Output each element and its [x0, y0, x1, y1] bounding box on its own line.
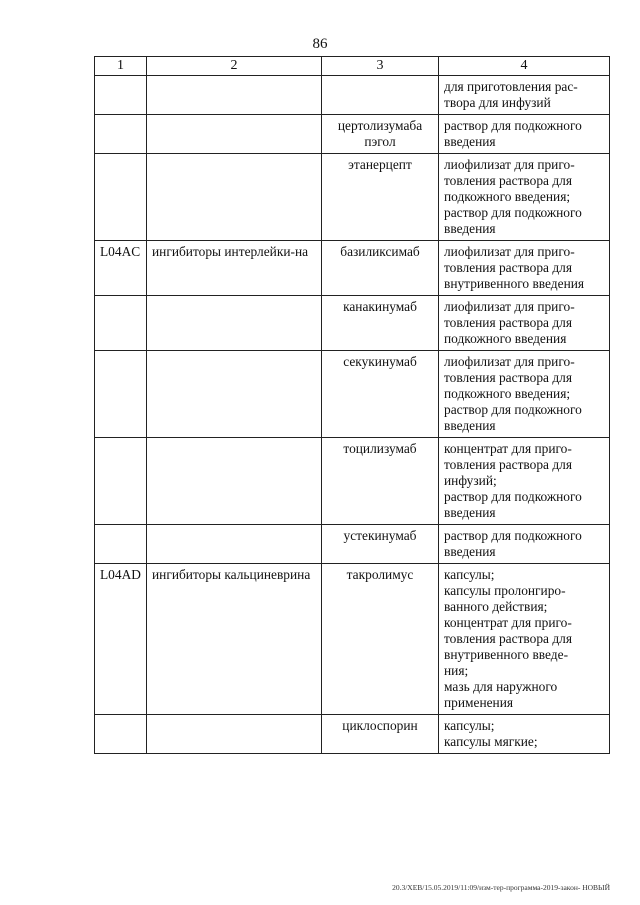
- dosage-forms-cell: [439, 241, 610, 296]
- pharmacological-group-cell: ингибиторы интерлейки-на: [147, 241, 322, 296]
- atc-code-cell: [95, 76, 147, 115]
- table-row: [95, 525, 610, 564]
- pharmacological-group-cell: [147, 525, 322, 564]
- drug-name-cell: такролимус: [322, 564, 439, 715]
- table-row: [95, 351, 610, 438]
- dosage-form-line: лиофилизат для приго-: [444, 354, 575, 369]
- dosage-form-line: применения: [444, 695, 514, 710]
- dosage-form-line: внутривенного введения: [444, 276, 585, 291]
- drug-name-cell: тоцилизумаб: [322, 438, 439, 525]
- table-body: [95, 76, 610, 754]
- dosage-form-line: капсулы пролонгиро-: [444, 583, 566, 598]
- dosage-form-line: подкожного введения;: [444, 386, 571, 401]
- column-header: 3: [322, 57, 439, 76]
- dosage-form-line: лиофилизат для приго-: [444, 157, 575, 172]
- dosage-form-line: ния;: [444, 663, 469, 678]
- dosage-form-line: раствор для подкожного: [444, 118, 582, 133]
- dosage-form-line: товления раствора для: [444, 173, 572, 188]
- dosage-form-line: введения: [444, 221, 496, 236]
- table-row: [95, 241, 610, 296]
- drug-name-cell: этанерцепт: [322, 154, 439, 241]
- dosage-form-line: лиофилизат для приго-: [444, 299, 575, 314]
- table-row: [95, 715, 610, 754]
- dosage-form-line: концентрат для приго-: [444, 615, 572, 630]
- atc-code-cell: [95, 296, 147, 351]
- atc-code-cell: [95, 438, 147, 525]
- pharmacological-group-cell: [147, 438, 322, 525]
- table-header-row: [95, 57, 610, 76]
- dosage-form-line: введения: [444, 505, 496, 520]
- atc-code-cell: L04AD: [95, 564, 147, 715]
- drug-name-cell: цертолизумаба пэгол: [322, 115, 439, 154]
- pharmacological-group-cell: [147, 296, 322, 351]
- atc-code-cell: [95, 154, 147, 241]
- dosage-form-line: введения: [444, 134, 496, 149]
- dosage-form-line: внутривенного введе-: [444, 647, 569, 662]
- dosage-forms-cell: [439, 351, 610, 438]
- dosage-forms-cell: [439, 715, 610, 754]
- table-row: [95, 154, 610, 241]
- drug-name-cell: устекинумаб: [322, 525, 439, 564]
- dosage-form-line: товления раствора для: [444, 631, 572, 646]
- table-row: [95, 76, 610, 115]
- dosage-form-line: подкожного введения: [444, 331, 567, 346]
- drug-name-cell: канакинумаб: [322, 296, 439, 351]
- dosage-forms-cell: [439, 564, 610, 715]
- pharmacological-group-cell: [147, 715, 322, 754]
- table-row: [95, 296, 610, 351]
- table-row: [95, 564, 610, 715]
- dosage-form-line: товления раствора для: [444, 315, 572, 330]
- dosage-form-line: раствор для подкожного: [444, 528, 582, 543]
- dosage-form-line: концентрат для приго-: [444, 441, 572, 456]
- dosage-form-line: раствор для подкожного: [444, 205, 582, 220]
- table-row: [95, 438, 610, 525]
- dosage-form-line: товления раствора для: [444, 457, 572, 472]
- dosage-forms-cell: [439, 296, 610, 351]
- dosage-forms-cell: [439, 438, 610, 525]
- atc-code-cell: [95, 715, 147, 754]
- dosage-form-line: товления раствора для: [444, 260, 572, 275]
- dosage-form-line: инфузий;: [444, 473, 497, 488]
- dosage-form-line: капсулы мягкие;: [444, 734, 538, 749]
- table-row: [95, 115, 610, 154]
- column-header: 1: [95, 57, 147, 76]
- column-header: 2: [147, 57, 322, 76]
- page-number: 86: [312, 36, 328, 52]
- dosage-form-line: ванного действия;: [444, 599, 548, 614]
- pharmacological-group-cell: [147, 351, 322, 438]
- dosage-form-line: лиофилизат для приго-: [444, 244, 575, 259]
- atc-code-cell: L04AC: [95, 241, 147, 296]
- atc-code-cell: [95, 525, 147, 564]
- dosage-form-line: раствор для подкожного: [444, 489, 582, 504]
- dosage-form-line: для приготовления рас-: [444, 79, 578, 94]
- dosage-form-line: введения: [444, 418, 496, 433]
- drug-name-cell: циклоспорин: [322, 715, 439, 754]
- dosage-form-line: раствор для подкожного: [444, 402, 582, 417]
- pharmacological-group-cell: ингибиторы кальциневрина: [147, 564, 322, 715]
- drug-table: [94, 56, 610, 754]
- dosage-form-line: подкожного введения;: [444, 189, 571, 204]
- drug-name-cell: базиликсимаб: [322, 241, 439, 296]
- pharmacological-group-cell: [147, 154, 322, 241]
- footer-file-path: 20.3/ХЕВ/15.05.2019/11:09/изм-тер-программа-2019-закон- НОВЫЙ: [392, 883, 610, 892]
- pharmacological-group-cell: [147, 115, 322, 154]
- dosage-form-line: введения: [444, 544, 496, 559]
- pharmacological-group-cell: [147, 76, 322, 115]
- dosage-form-line: товления раствора для: [444, 370, 572, 385]
- dosage-form-line: капсулы;: [444, 567, 495, 582]
- dosage-form-line: твора для инфузий: [444, 95, 551, 110]
- dosage-forms-cell: [439, 76, 610, 115]
- dosage-forms-cell: [439, 115, 610, 154]
- dosage-forms-cell: [439, 154, 610, 241]
- column-header: 4: [439, 57, 610, 76]
- drug-name-cell: [322, 76, 439, 115]
- atc-code-cell: [95, 115, 147, 154]
- dosage-form-line: капсулы;: [444, 718, 495, 733]
- atc-code-cell: [95, 351, 147, 438]
- drug-name-cell: секукинумаб: [322, 351, 439, 438]
- dosage-form-line: мазь для наружного: [444, 679, 558, 694]
- dosage-forms-cell: [439, 525, 610, 564]
